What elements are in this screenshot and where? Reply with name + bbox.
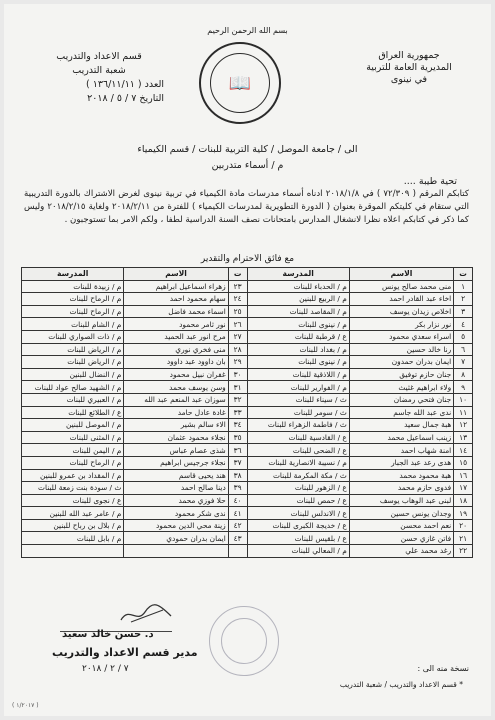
basmala: بسم الله الرحمن الرحيم xyxy=(207,26,288,35)
header-governorate: في نينوى xyxy=(390,74,428,85)
cell-n: ٣١ xyxy=(228,381,247,394)
cell-n: ٢٤ xyxy=(228,293,247,306)
cell-name: زينة محي الدين محمود xyxy=(124,519,228,532)
cell-n: ٣٤ xyxy=(228,419,247,432)
cell-n: ٣٢ xyxy=(228,393,247,406)
cell-school: م / ذات الصواري للبنات xyxy=(22,330,124,343)
cell-school: م / الرماح للبنات xyxy=(22,293,124,306)
cell-school: م / بغداد للبنات xyxy=(247,343,349,356)
cell-n: ١٥ xyxy=(454,456,473,469)
cell-n: ١٢ xyxy=(454,419,473,432)
cell-name: اخلاص زيدان يوسف xyxy=(349,305,453,318)
department-header xyxy=(34,50,164,106)
col-num-right: ت xyxy=(454,268,473,281)
cell-name xyxy=(124,545,228,558)
cell-school: ع / الزهور للبنات xyxy=(247,482,349,495)
cell-n: ٤٣ xyxy=(228,532,247,545)
table-row xyxy=(22,507,473,520)
recipient-line: الى / جامعة الموصل / كلية التربية للبنات / قسم الكيمياء xyxy=(137,144,358,155)
cell-name: الاء سالم بشير xyxy=(124,419,228,432)
cell-name: سوزان عبد المنعم عبد الله xyxy=(124,393,228,406)
copy-to-label: نسخة منه الى : xyxy=(417,664,469,673)
cell-school: م / عامر عبد الله للبنين xyxy=(22,507,124,520)
cell-n: ١٦ xyxy=(454,469,473,482)
table-header-row xyxy=(22,268,473,281)
cell-name: بان داوود عبد داوود xyxy=(124,356,228,369)
official-stamp xyxy=(209,606,279,676)
cell-name: ولاء ابراهيم غثيث xyxy=(349,381,453,394)
table-row xyxy=(22,545,473,558)
table-row xyxy=(22,431,473,444)
cell-school: م / المقاصد للبنات xyxy=(247,305,349,318)
cell-n: ١٤ xyxy=(454,444,473,457)
cell-name: نور ثامر محمود xyxy=(124,318,228,331)
cell-n: ٢٩ xyxy=(228,356,247,369)
cell-name: ندى عبد الله جاسم xyxy=(349,406,453,419)
cell-school: م / المعالي للبنات xyxy=(247,545,349,558)
cell-school: م / العبيري للبنات xyxy=(22,393,124,406)
cell-school: م / زبيدة للبنات xyxy=(22,280,124,293)
cell-n: ١ xyxy=(454,280,473,293)
cell-n: ١٩ xyxy=(454,507,473,520)
table-row xyxy=(22,532,473,545)
book-emblem-icon: 📖 xyxy=(210,53,270,113)
cell-name: اخاء عبد القادر احمد xyxy=(349,293,453,306)
cell-name: دينا صالح احمد xyxy=(124,482,228,495)
table-row xyxy=(22,519,473,532)
table-row xyxy=(22,381,473,394)
copy-to-item: * قسم الاعداد والتدريب / شعبة التدريب xyxy=(339,680,463,689)
col-school-right: المدرسة xyxy=(247,268,349,281)
cell-school: ع / خديجة الكبرى للبنات xyxy=(247,519,349,532)
cell-school: م / الشهيد صالح عواد للبنات xyxy=(22,381,124,394)
cell-n: ٣٥ xyxy=(228,431,247,444)
col-school-left: المدرسة xyxy=(22,268,124,281)
cell-name: اسماء محمد فاضل xyxy=(124,305,228,318)
table-row xyxy=(22,494,473,507)
cell-school: ث / فاطمة الزهراء للبنات xyxy=(247,419,349,432)
cell-name: غفران نبيل محمود xyxy=(124,368,228,381)
table-row xyxy=(22,406,473,419)
cell-school: م / الرماح للبنات xyxy=(22,305,124,318)
cell-n: ١٨ xyxy=(454,494,473,507)
cell-name: نجلاء جرجيس ابراهيم xyxy=(124,456,228,469)
cell-n: ٤٢ xyxy=(228,519,247,532)
cell-school: م / المقداد بن عمرو للبنين xyxy=(22,469,124,482)
cell-school: ع / بلقيس للبنات xyxy=(247,532,349,545)
table-row xyxy=(22,356,473,369)
cell-n: ٢٣ xyxy=(228,280,247,293)
cell-name: جنان حازم توفيق xyxy=(349,368,453,381)
cell-name: اسراء سعدي محمود xyxy=(349,330,453,343)
cell-school: م / الرماح للبنات xyxy=(22,456,124,469)
cell-school: م / نينوى للبنات xyxy=(247,318,349,331)
signature-date: ٧ / ٢ / ٢٠١٨ xyxy=(82,664,129,674)
cell-name: رغد محمد علي xyxy=(349,545,453,558)
subject-line: م / أسماء متدربين xyxy=(211,160,284,171)
table-row xyxy=(22,280,473,293)
cell-n: ٣٠ xyxy=(228,368,247,381)
cell-school: ث / سودة بنت زمعة للبنات xyxy=(22,482,124,495)
table-row xyxy=(22,318,473,331)
cell-n: ٣٧ xyxy=(228,456,247,469)
cell-n: ٣ xyxy=(454,305,473,318)
cell-n: ٢٥ xyxy=(228,305,247,318)
cell-n: ٩ xyxy=(454,381,473,394)
cell-name: حلا فوزي محمد xyxy=(124,494,228,507)
footer-mark: ( ١/٢٠١٧ ) xyxy=(12,702,39,709)
table-row xyxy=(22,368,473,381)
cell-n: ٢٨ xyxy=(228,343,247,356)
cell-name: نعم احمد محسن xyxy=(349,519,453,532)
cell-name: وجدان يونس حسين xyxy=(349,507,453,520)
cell-n: ٣٦ xyxy=(228,444,247,457)
cell-school: ع / حمص للبنات xyxy=(247,494,349,507)
header-country: جمهورية العراق xyxy=(378,50,440,61)
cell-school: م / الرياض للبنات xyxy=(22,356,124,369)
cell-name: ايمان بدران حمودي xyxy=(124,532,228,545)
body-paragraph: كتابكم المرقم ( ٧٢/٣٠٩ ) في ٢٠١٨/١/٨ ادناه أسماء مدرسات مادة الكيمياء في تربية نينوى لغرض الاشتراك بالدورة التدريبية التي ستقام في كليتكم الموقرة بعنوان ( الدورة التطويرية لمدرسات الكيمياء ) للفترة من ٢٠١٨/٢/١١ ولغاية ٢٠١٨/٢/١٥ وليس كما ذكر في كتابكم اعلاه نظرا لانشغال المدارس بامتحانات نصف السنة الدراسية لطفا ، ولكم الامر بما تستوجبون . xyxy=(24,189,469,225)
cell-n: ٢ xyxy=(454,293,473,306)
cell-school: م / اللاذقية للبنات xyxy=(247,368,349,381)
cell-name: نجلاء محمود عثمان xyxy=(124,431,228,444)
letter-date: التاريخ ٧ / ٥ / ٢٠١٨ xyxy=(87,93,164,104)
cell-school: م / نسيبة الانصارية للبنات xyxy=(247,456,349,469)
cell-name: هدى رعد عبد الجبار xyxy=(349,456,453,469)
cell-name: منى محمد صالح يونس xyxy=(349,280,453,293)
department-name: قسم الاعداد والتدريب xyxy=(56,51,142,62)
cell-name: زينب اسماعيل محمد xyxy=(349,431,453,444)
cell-school: م / الموصل للبنين xyxy=(22,419,124,432)
cell-school: ث / سومر للبنات xyxy=(247,406,349,419)
cell-name: هبة محمود محمد xyxy=(349,469,453,482)
cell-name: شذى عصام عباس xyxy=(124,444,228,457)
header-directorate: المديرية العامة للتربية xyxy=(366,62,452,73)
cell-n: ٢٦ xyxy=(228,318,247,331)
cell-school: ث / مكة المكرمة للبنات xyxy=(247,469,349,482)
cell-school: م / الحدباء للبنات xyxy=(247,280,349,293)
cell-name: نور نزار بكر xyxy=(349,318,453,331)
cell-school: م / الشام للبنات xyxy=(22,318,124,331)
table-row xyxy=(22,469,473,482)
signatory-name: د. حسن خالد سعيد xyxy=(62,629,154,640)
cell-n: ١٠ xyxy=(454,393,473,406)
closing-line: مع فائق الاحترام والتقدير xyxy=(200,254,295,264)
cell-school: ع / نجوى للبنات xyxy=(22,494,124,507)
signature-scrawl xyxy=(119,602,173,626)
cell-n: ٨ xyxy=(454,368,473,381)
table-row xyxy=(22,419,473,432)
cell-name: وسن يوسف محمد xyxy=(124,381,228,394)
table-row xyxy=(22,482,473,495)
cell-school: م / النضال للبنين xyxy=(22,368,124,381)
cell-name: رنا خالد حسين xyxy=(349,343,453,356)
signatory-title: مدير قسم الاعداد والتدريب xyxy=(52,646,198,659)
table-row xyxy=(22,393,473,406)
cell-n: ٢١ xyxy=(454,532,473,545)
cell-school: ع / الاندلس للبنات xyxy=(247,507,349,520)
cell-school: م / الربيع للبنين xyxy=(247,293,349,306)
trainees-table xyxy=(21,267,473,558)
cell-name: فاتن غازي حسن xyxy=(349,532,453,545)
cell-n: ٧ xyxy=(454,356,473,369)
cell-n: ٣٣ xyxy=(228,406,247,419)
cell-n: ٥ xyxy=(454,330,473,343)
col-num-left: ت xyxy=(228,268,247,281)
cell-name: هند يحيى قاسم xyxy=(124,469,228,482)
cell-name: منى فخري نوري xyxy=(124,343,228,356)
cell-n: ٦ xyxy=(454,343,473,356)
cell-name: هبة جمال سعيد xyxy=(349,419,453,432)
cell-n: ٤ xyxy=(454,318,473,331)
cell-school: م / الفوارير للبنات xyxy=(247,381,349,394)
cell-name: غادة عادل حامد xyxy=(124,406,228,419)
cell-name: امنة شهاب احمد xyxy=(349,444,453,457)
cell-school: م / نينوى للبنات xyxy=(247,356,349,369)
cell-n: ٤١ xyxy=(228,507,247,520)
cell-school: ع / الضحى للبنات xyxy=(247,444,349,457)
table-row xyxy=(22,330,473,343)
table-row xyxy=(22,456,473,469)
cell-school: ث / سيناء للبنات xyxy=(247,393,349,406)
cell-n: ١١ xyxy=(454,406,473,419)
cell-n: ٤٠ xyxy=(228,494,247,507)
cell-name: لبنى عبد الوهاب يوسف xyxy=(349,494,453,507)
cell-school: م / بابل للبنات xyxy=(22,532,124,545)
table-row xyxy=(22,343,473,356)
cell-n: ٢٢ xyxy=(454,545,473,558)
ministry-header xyxy=(349,50,469,86)
cell-name: مرح انور عبد الحميد xyxy=(124,330,228,343)
ministry-logo xyxy=(199,42,281,124)
col-name-left: الاسم xyxy=(124,268,228,281)
cell-school: ع / قرطبة للبنات xyxy=(247,330,349,343)
cell-school xyxy=(22,545,124,558)
cell-n: ٢٠ xyxy=(454,519,473,532)
cell-name: سهام محمود احمد xyxy=(124,293,228,306)
letter-page xyxy=(4,4,491,716)
cell-n: ٣٨ xyxy=(228,469,247,482)
cell-n: ١٣ xyxy=(454,431,473,444)
cell-school: م / بلال بن رباح للبنين xyxy=(22,519,124,532)
cell-n: ١٧ xyxy=(454,482,473,495)
table-row xyxy=(22,444,473,457)
table-row xyxy=(22,293,473,306)
cell-name: زهراء اسماعيل ابراهيم xyxy=(124,280,228,293)
table-row xyxy=(22,305,473,318)
cell-name: ندى شكر محمود xyxy=(124,507,228,520)
cell-school: ع / الطلائع للبنات xyxy=(22,406,124,419)
cell-name: جنان فتحي رمضان xyxy=(349,393,453,406)
cell-name: ايمان بدران حمدون xyxy=(349,356,453,369)
greeting: تحية طيبة .... xyxy=(403,176,457,187)
section-name: شعبة التدريب xyxy=(72,65,126,76)
reference-number: العدد ( ١٣٦/١١/١١ ) xyxy=(86,79,164,90)
cell-school: م / الرياض للبنات xyxy=(22,343,124,356)
cell-n xyxy=(228,545,247,558)
cell-school: م / اليمن للبنات xyxy=(22,444,124,457)
cell-n: ٣٩ xyxy=(228,482,247,495)
cell-name: فدوى حازم محمد xyxy=(349,482,453,495)
col-name-right: الاسم xyxy=(349,268,453,281)
cell-school: ع / القادسية للبنات xyxy=(247,431,349,444)
cell-n: ٢٧ xyxy=(228,330,247,343)
cell-school: م / المثنى للبنات xyxy=(22,431,124,444)
